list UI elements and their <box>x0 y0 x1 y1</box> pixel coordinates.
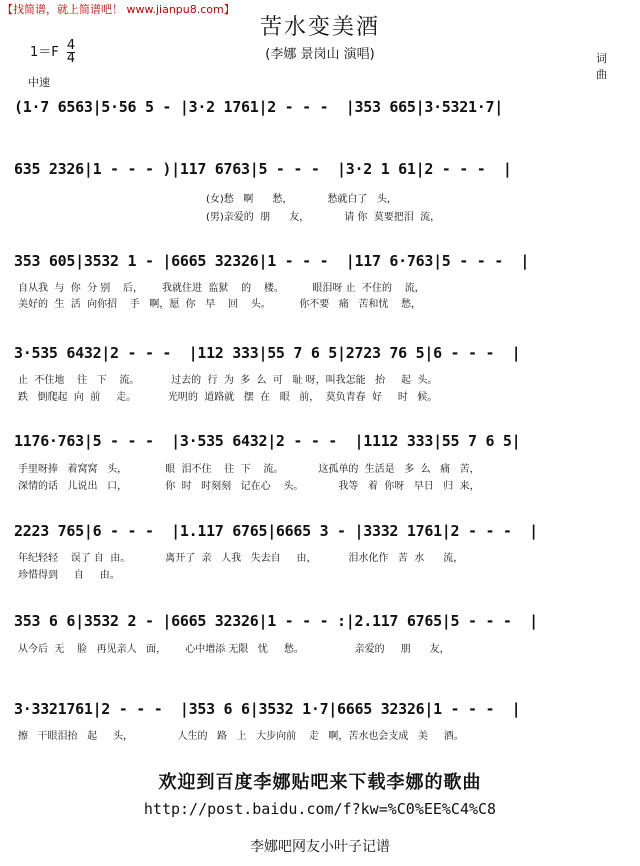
composer-credit: 曲 <box>596 68 607 81</box>
key-label: 1＝F <box>30 45 59 60</box>
tieba-link[interactable]: http://post.baidu.com/f?kw=%C0%EE%C4%C8 <box>143 800 497 818</box>
lyric-line-5a: 手里呀捧 着窝窝 头， 眼 泪不住 往 下 流。 这孤单的 生活是 多 么 痛 苦， <box>18 464 480 475</box>
notation-line-5: 1176·763|5 - - - |3·535 6432|2 - - - |1112 333|55 7 6 5| <box>14 432 521 450</box>
transcriber-credit: 李娜吧网友小叶子记谱 <box>250 839 390 855</box>
notation-line-8: 3·3321761|2 - - - |353 6 6|3532 1·7|6665 32326|1 - - - | <box>14 700 521 718</box>
lyric-line-4b: 跌 倒爬起 向 前 走。 光明的 道路就 摆 在 眼 前， 莫负青春 好 时 候。 <box>18 392 438 403</box>
lyric-line-8a: 擦 干眼泪抬 起 头， 人生的 路 上 大步向前 走 啊，苦水也会支成 美 酒。 <box>18 731 464 742</box>
key-signature <box>30 40 75 65</box>
notation-line-3: 353 605|3532 1 - |6665 32326|1 - - - |117 6·763|5 - - - | <box>14 252 530 270</box>
lyric-line-3a: 自从我 与 你 分 别 后， 我就住进 监狱 的 楼。 眼泪呀 止 不住的 流， <box>18 283 425 294</box>
time-numerator: 4 <box>66 38 76 53</box>
time-denominator: 4 <box>66 51 76 66</box>
lyric-line-3b: 美好的 生 活 向你招 手 啊，愿 你 早 回 头。 你不要 痛 苦和忧 愁， <box>18 299 422 310</box>
site-banner-link[interactable]: 【找简谱，就上简谱吧！ www.jianpu8.com】 <box>2 3 235 16</box>
notation-line-6: 2223 765|6 - - - |1.117 6765|6665 3 - |3332 1761|2 - - - | <box>14 522 538 540</box>
lyric-line-7a: 从今后 无 脸 再见亲人 面， 心中增添 无限 忧 愁。 亲爱的 朋 友， <box>18 644 450 655</box>
lyric-line-6b: 珍惜得到 自 由。 <box>18 570 120 581</box>
lyric-line-4a: 止 不住地 往 下 流。 过去的 行 为 多 么 可 耻 呀，叫我怎能 抬 起 头。 <box>18 375 438 386</box>
lyric-line-2b: (男)亲爱的 朋 友， 请 你 莫要把泪 流， <box>206 212 441 223</box>
lyric-line-6a: 年纪轻轻 误了 自 由。 离开了 亲 人我 失去自 由， 泪水化作 苦 水 流， <box>18 553 464 564</box>
performers-subtitle: (李娜 景岗山 演唱) <box>265 47 375 62</box>
song-title: 苦水变美酒 <box>259 15 380 40</box>
time-signature <box>67 40 75 65</box>
notation-line-2: 635 2326|1 - - - )|117 6763|5 - - - |3·2 1 61|2 - - - | <box>14 160 512 178</box>
lyric-line-5b: 深情的话 儿说出 口， 你 时 时刻刻 记在心 头。 我等 着 你呀 早日 归 来， <box>18 481 480 492</box>
lyric-line-2a: (女)愁 啊 愁， 愁就白了 头， <box>206 194 397 205</box>
notation-line-4: 3·535 6432|2 - - - |112 333|55 7 6 5|2723 76 5|6 - - - | <box>14 344 521 362</box>
download-invitation: 欢迎到百度李娜贴吧来下载李娜的歌曲 <box>158 772 482 793</box>
tempo-marking: 中速 <box>28 76 50 89</box>
notation-line-1: (1·7 6563|5·56 5 - |3·2 1761|2 - - - |353 665|3·5321·7| <box>14 98 503 116</box>
notation-line-7: 353 6 6|3532 2 - |6665 32326|1 - - - :|2.117 6765|5 - - - | <box>14 612 538 630</box>
lyricist-credit: 词 <box>596 52 607 65</box>
